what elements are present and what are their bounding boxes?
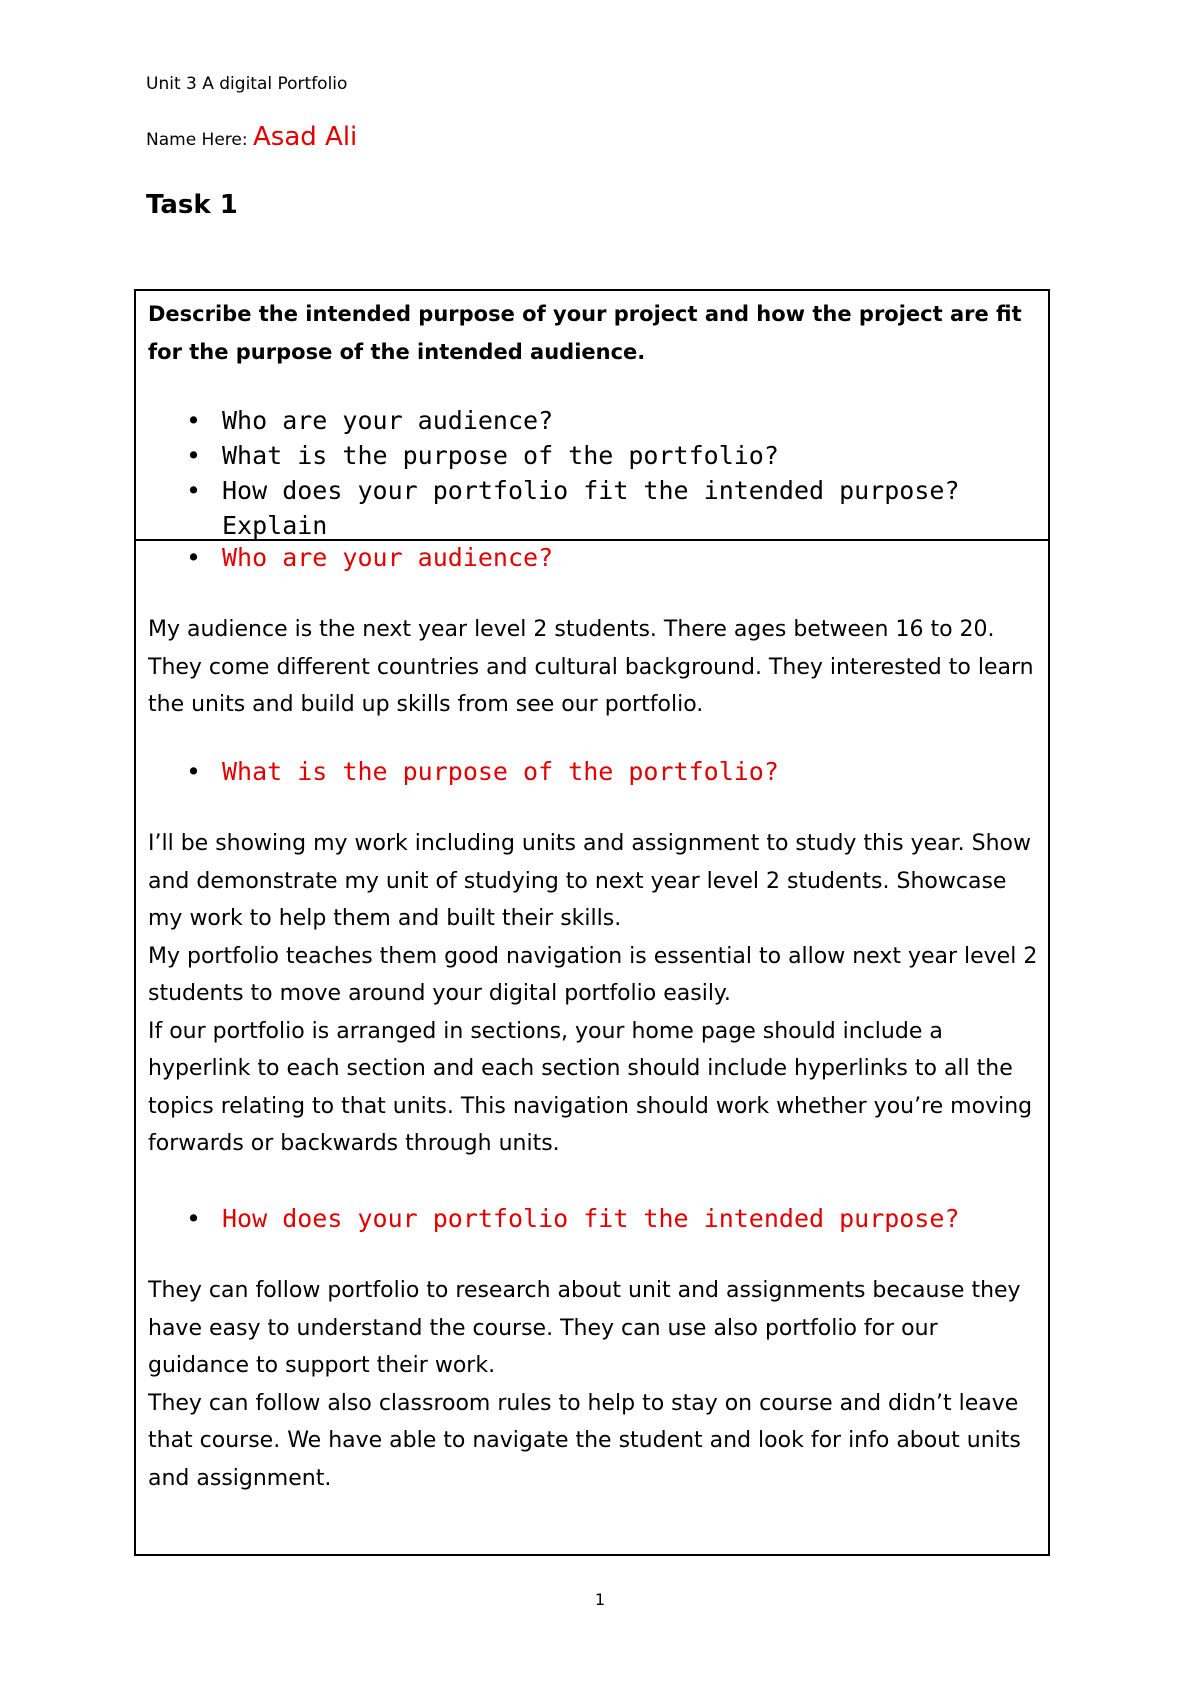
answer-heading-text: What is the purpose of the portfolio?: [222, 757, 779, 786]
name-line: [146, 122, 357, 152]
bullet-icon: •: [186, 476, 202, 505]
bullet-icon: •: [186, 757, 202, 786]
task-table: [134, 289, 1050, 1556]
name-label: Name Here:: [146, 130, 254, 150]
bullet-icon: •: [186, 1204, 202, 1233]
prompt-question-list: [136, 403, 1036, 543]
answer-section-fit: [136, 1201, 1036, 1236]
prompt-question: [136, 403, 1036, 438]
answer-body-audience: [148, 611, 1038, 724]
answer-section-purpose: [136, 754, 1036, 789]
answer-paragraph: They can follow also classroom rules to help to stay on course and didn’t leave that course. We have able to navigate the student and look for info about units and assignment.: [148, 1390, 1021, 1491]
prompt-question-text: Who are your audience?: [222, 406, 554, 435]
bullet-icon: •: [186, 406, 202, 435]
name-value: Asad Ali: [253, 122, 358, 152]
answer-heading-text: Who are your audience?: [222, 543, 554, 572]
answer-paragraph: My portfolio teaches them good navigation is essential to allow next year level 2 students to move around your digital portfolio easily.: [148, 943, 1038, 1006]
prompt-question-text: How does your portfolio fit the intended purpose? Explain: [222, 476, 960, 540]
answer-paragraph: I’ll be showing my work including units and assignment to study this year. Show and demonstrate my unit of studying to next year level 2 students. Showcase my work to help them and built their skills.: [148, 831, 1031, 931]
answer-body-fit: [148, 1272, 1038, 1497]
prompt-question: [136, 473, 1036, 543]
answer-heading: [136, 1201, 1036, 1236]
prompt-heading: Describe the intended purpose of your project and how the project are fit for the purpose of the intended audience.: [148, 302, 1022, 364]
bullet-icon: •: [186, 441, 202, 470]
unit-title: Unit 3 A digital Portfolio: [146, 74, 348, 94]
answer-paragraph: They can follow portfolio to research about unit and assignments because they have easy to understand the course. They can use also portfolio for our guidance to support their work.: [148, 1278, 1021, 1378]
prompt-question: [136, 438, 1036, 473]
answer-section-audience: [136, 540, 1036, 575]
answer-heading-text: How does your portfolio fit the intended purpose?: [222, 1204, 960, 1233]
prompt-question-text: What is the purpose of the portfolio?: [222, 441, 779, 470]
answer-body-purpose: [148, 825, 1038, 1163]
task-title: Task 1: [146, 190, 238, 220]
answer-paragraph: My audience is the next year level 2 students. There ages between 16 to 20. They come different countries and cultural background. They interested to learn the units and build up skills from see our portfolio.: [148, 617, 1034, 717]
answer-heading: [136, 540, 1036, 575]
answer-paragraph: If our portfolio is arranged in sections, your home page should include a hyperlink to each section and each section should include hyperlinks to all the topics relating to that units. This navigation should work whether you’re moving forwards or backwards through units.: [148, 1018, 1033, 1156]
page-number: 1: [594, 1590, 606, 1609]
bullet-icon: •: [186, 543, 202, 572]
answer-heading: [136, 754, 1036, 789]
